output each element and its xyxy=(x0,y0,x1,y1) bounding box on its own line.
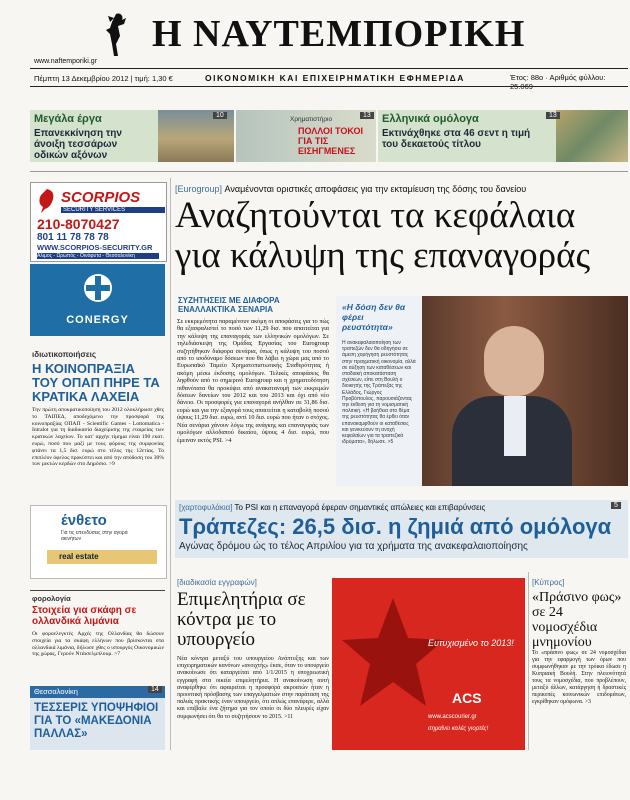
teaser-rule xyxy=(30,171,628,172)
main-body: Σε εκκρεμότητα παραμένουν ακόμη οι αποφάσεις για το πώς θα εξασφαλιστεί το ποσό των 11,29 δισ. που απαιτείται για την κάλυψη της επαναγοράς των ελληνικών ομολόγων. Σε τηλεδιάσκεψη της Ομάδας Εργασίας του Eurogroup συζητήθηκαν διάφορα σενάρια, όπως η κάλυψη του ποσού από το ισοδύναμο δόσεων που θα λάβει η χώρα μας από το Ευρωπαϊκό Ταμείο Χρηματοπιστωτικής Σταθερότητας ή ακόμη μέσω έκδοσης ομολόγων. Τελικές αποφάσεις θα ληφθούν από το σημερινό Eurogroup και η χρηματοδότηση πιθανότατα θα προκύψει από ανακατανομή των εκκρεμών δόσεων δανείων του 2012 και του 2013 και όχι από νέο δάνειο. Οι προσφορές για επαναγορά ανήλθαν σε 31,86 δισ. ευρώ και για την εξαγορά τους απαιτείται η καταβολή ποσού ύψους 11,29 δισ. ευρώ, αντί 10 δισ. ευρώ που ήταν ο στόχος. Νέα σενάρια χάνουν λόγω της ανάγκης και επαναγοράς των ομολόγων αλλοδαπού δικαίου, ύψους 4 δισ. ευρώ, που έμειναν εκτός PSI. >4 xyxy=(177,318,329,444)
cyprus-headline[interactable]: «Πράσινο φως» σε 24 νομοσχέδια μνημονίου xyxy=(532,590,622,650)
banks-kicker-text: Το PSI και η επαναγορά έφεραν σημαντικές απώλειες και επιβαρύνσεις xyxy=(234,503,486,512)
column-divider-left xyxy=(170,178,171,750)
photo-box xyxy=(336,296,628,486)
main-subhead-2: ΕΝΑΛΛΑΚΤΙΚΑ ΣΕΝΑΡΙΑ xyxy=(178,305,274,314)
scorpios-tagline: SECURITY SERVICES xyxy=(61,207,165,213)
teaser-stocks[interactable] xyxy=(236,110,376,162)
teaser-page: 10 xyxy=(213,112,227,119)
conergy-name: CONERGY xyxy=(66,314,129,326)
thessaloniki-headline: ΤΕΣΣΕΡΙΣ ΥΠΟΨΗΦΙΟΙ ΓΙΑ ΤΟ «ΜΑΚΕΔΟΝΙΑ ΠΑΛΛΑΣ» xyxy=(34,702,159,740)
banks-headline: Τράπεζες: 26,5 δισ. η ζημιά από ομόλογα xyxy=(179,514,612,539)
privatization-headline[interactable]: Η ΚΟΙΝΟΠΡΑΞΙΑ ΤΟΥ ΟΠΑΠ ΠΗΡΕ ΤΑ ΚΡΑΤΙΚΑ ΛΑΧΕΙΑ xyxy=(32,361,160,404)
entheto-brand: ένθετο xyxy=(61,512,107,529)
teaser-title: Μεγάλα έργα xyxy=(34,113,102,125)
teaser-text: ΠΟΛΛΟΙ ΤΟΚΟΙ ΓΙΑ ΤΙΣ ΕΙΣΗΓΜΕΝΕΣ xyxy=(298,126,363,156)
star-icon xyxy=(338,594,448,714)
entheto-ad[interactable] xyxy=(30,505,167,579)
tax-kicker: φορολογία xyxy=(32,594,71,603)
column-divider-right xyxy=(528,572,529,750)
teaser-text: Επανεκκίνηση την άνοιξη τεσσάρων οδικών αξόνων xyxy=(34,128,122,161)
teaser-page: 13 xyxy=(360,112,374,119)
teaser-text: Εκτινάχθηκε στα 46 σεντ η τιμή του δεκαετούς τίτλου xyxy=(382,128,531,150)
main-kicker-line xyxy=(175,184,627,194)
face-shape xyxy=(484,326,544,396)
teaser-bonds[interactable] xyxy=(378,110,628,162)
scorpion-icon xyxy=(35,187,59,215)
masthead-issue: Έτος: 88ο · Αριθμός φύλλου: xyxy=(510,73,606,82)
shirt-shape xyxy=(504,396,526,456)
main-headline-line1[interactable]: Αναζητούνται τα κεφάλαια xyxy=(175,195,576,236)
teaser-title: Ελληνικά ομόλογα xyxy=(382,113,479,125)
acs-wish: Ευτυχισμένο το 2013! xyxy=(428,638,514,648)
teaser-roads[interactable] xyxy=(30,110,234,162)
scorpios-web[interactable]: WWW.SCORPIOS-SECURITY.GR xyxy=(37,243,153,252)
photo-text: Η ανακεφαλαιοποίηση των τραπεζών δεν θα οδηγήσει σε άμεση χορήγηση ρευστότητας στην πραγματική οικονομία, αλλά σε αύξηση των καταθέσεων και σταδιακή αποκατάσταση σχέσεων, είπε στη Βουλή ο διοικητής της Τράπεζας της Ελλάδος, Γιώργος Προβόπουλος, παρουσιάζοντας την έκθεση για τη νομισματική πολιτική. «Η βοήθεια στο θέμα της ρευστότητας θα έρθει όταν επανακαμφθούν οι καταθέσεις και γενικεύουν τη ανοχή κεφαλαίων για τα τραπεζικά ιδρύματα», δήλωσε. >5 xyxy=(342,340,416,446)
main-kicker: [Eurogroup] xyxy=(175,184,223,194)
tax-divider xyxy=(30,590,165,591)
teaser-page: 13 xyxy=(546,112,560,119)
entheto-tagline: Για τις επενδύσεις στην αγορά ακινήτων xyxy=(61,530,128,542)
banknotes-photo xyxy=(556,110,628,162)
masthead-date-price: Πέμπτη 13 Δεκεμβρίου 2012 | τιμή: 1,30 € xyxy=(34,74,173,83)
bailiffs-body: Νέα κόντρα μεταξύ του υπουργείου Ανάπτυξης και των επιχειρηματικών κανόνων «ανοιχτής» έκσε, όταν το υπουργείο ανακοίνωσε ότι καταργείται από 1/1/2015 η υποχρεωτική εγγραφή στα οικεία επιμελητήρια. Η ανακοίνωση αυτή αναφέρθηκε ότι αφαιρείται η προσφορά ακροατών ήταν η προοπτική πρόσβασης των επαγγελματιών στην παράταση της παλιάς πρακτικής έναν υπουργείο, ότι απλώς επανέφερε, αλλά και επέβαλε ένα ζήτημα για τον οποίο οι δύο πλευρές είχαν συμφωνήσει ότι θα το συζητήσουν το 2015. >11 xyxy=(177,656,329,720)
scorpios-areas: Αλιμος - Ωρωπός - Οινόφυτα - Θεσσαλονίκη xyxy=(37,253,159,259)
masthead-title: Η ΝΑΥΤΕΜΠΟΡΙΚΗ xyxy=(152,13,526,55)
main-kicker-text: Αναμένονται οριστικές αποφάσεις για την εκταμίευση της δόσης του δανείου xyxy=(224,184,527,194)
banks-story[interactable] xyxy=(175,500,628,558)
privatization-kicker: ιδιωτικοποιήσεις xyxy=(32,350,97,359)
privatization-body: Την πρώτη αποκρατικοποίηση του 2012 ολοκλήρωσε χθες το ΤΑΙΠΕΔ, αποδεχόμενο την προσφορά της κοινοπραξίας ΟΠΑΠ - Scientific Games - Lottomatica - Intralot για τη διαδικασία διαχείρισης της εταιρείας των κρατικών λαχείων. Το κατ' αρχήν τίμημα είναι 190 εκατ. ευρώ, ποσό που μαζί με τους φόρους της συμφωνίας φτάνει τα 1,5 δισ. ευρώ στο τέλος της 12ετίας. Το επιπλέον όφελος προκύπτει και από την απόδοση του 30% των μικτών κερδών στο Δημόσιο. >9 xyxy=(32,407,164,468)
thessaloniki-kicker: Θεσσαλονίκη xyxy=(30,686,165,698)
masthead-url[interactable]: www.naftemporiki.gr xyxy=(34,58,98,65)
conergy-logo-icon xyxy=(82,272,114,304)
acs-brand: ACS xyxy=(452,690,482,706)
teaser-title: Χρηματιστήριο xyxy=(290,116,333,123)
banks-page: 5 xyxy=(611,502,621,509)
masthead-rule xyxy=(30,68,628,69)
scorpios-ad[interactable] xyxy=(30,182,167,262)
scorpios-phone2: 801 11 78 78 78 xyxy=(37,232,109,243)
main-subhead-1: ΣΥΖΗΤΗΣΕΙΣ ΜΕ ΔΙΑΦΟΡΑ xyxy=(178,296,280,305)
hermes-logo-icon xyxy=(100,10,134,60)
acs-ad[interactable] xyxy=(332,578,525,750)
governor-photo xyxy=(422,296,628,486)
banks-kicker-line xyxy=(179,503,619,512)
thessaloniki-page: 14 xyxy=(148,686,162,693)
bailiffs-kicker: [διαδικασία εγγραφών] xyxy=(177,578,257,587)
scorpios-phone1: 210-8070427 xyxy=(37,216,120,232)
tax-body: Οι φοροελεγκτές Αρχές της Ολλανδίας θα δώσουν στοιχεία για τα σκάφη ελλήνων που βρίσκονται στα ολλανδικά λιμάνια, δήλωσε χθες ο υπουργός Οικονομικών της χώρας, Γερούν Ντάισελμπλουμ. >7 xyxy=(32,631,164,658)
tax-headline[interactable]: Στοιχεία για σκάφη σε ολλανδικά λιμάνια xyxy=(32,605,137,627)
cyprus-body: Το «πράσινο φως» σε 24 νομοσχέδια για την εφαρμογή των όρων που συμφωνήθηκαν με την τρόικα έδωσε η Κυπριακή Βουλή. Στην πλειονότητά τους τα νομοσχέδια, που προβλέπουν, μεταξύ άλλων, κατάργηση ή δραστικές περικοπές κοινωνικών επιδομάτων, εγκρίθηκαν ομόφωνα. >3 xyxy=(532,650,626,705)
scorpios-name: SCORPIOS xyxy=(61,189,141,206)
acs-url[interactable]: www.acscourier.gr xyxy=(428,714,477,720)
main-subhead xyxy=(178,296,280,314)
photo-quote: «Η δόση δεν θα φέρει ρευστότητα» xyxy=(342,302,406,332)
banks-kicker: [χαρτοφυλάκια] xyxy=(179,503,233,512)
main-headline-line2[interactable]: για κάλυψη της επαναγοράς xyxy=(175,235,591,276)
bailiffs-headline[interactable]: Επιμελητήρια σε κόντρα με το υπουργείο xyxy=(177,589,306,650)
thessaloniki-box[interactable] xyxy=(30,686,165,750)
acs-slogan: σημαίνει καλές γιορτές! xyxy=(428,726,489,732)
masthead-subtitle: ΟΙΚΟΝΟΜΙΚΗ ΚΑΙ ΕΠΙΧΕΙΡΗΜΑΤΙΚΗ ΕΦΗΜΕΡΙΔΑ xyxy=(205,73,465,83)
banks-subhead: Αγώνας δρόμου ώς το τέλος Απριλίου για τα χρήματα της ανακεφαλαιοποίησης xyxy=(179,541,528,552)
conergy-ad[interactable] xyxy=(30,264,165,336)
entheto-product: real estate xyxy=(47,550,157,564)
masthead-rule-bottom xyxy=(30,86,628,87)
cyprus-kicker: [Κύπρος] xyxy=(532,578,565,587)
